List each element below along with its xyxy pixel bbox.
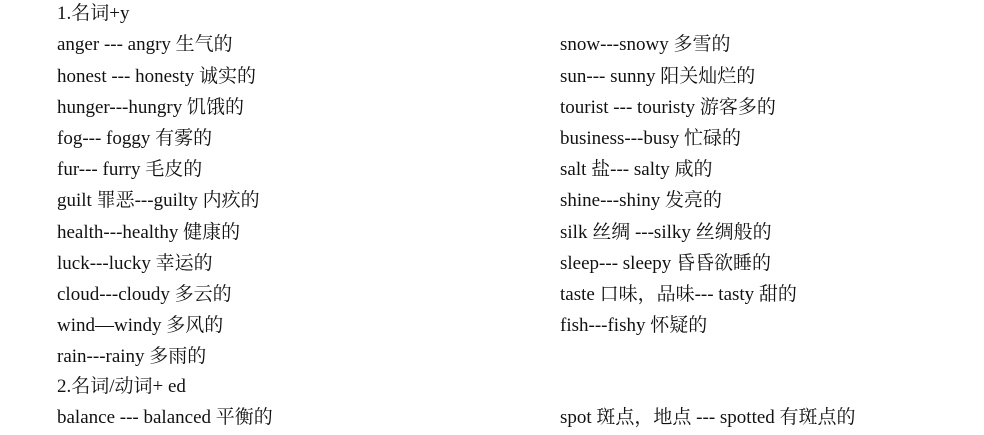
- word-entry: sun--- sunny 阳关灿烂的: [560, 66, 756, 87]
- word-entry: sleep--- sleepy 昏昏欲睡的: [560, 253, 772, 274]
- section-1-heading: 1.名词+y: [57, 3, 130, 24]
- word-entry: cloud---cloudy 多云的: [57, 284, 232, 305]
- word-entry: honest --- honesty 诚实的: [57, 66, 256, 87]
- word-entry: luck---lucky 幸运的: [57, 253, 213, 274]
- word-entry: fur--- furry 毛皮的: [57, 159, 203, 180]
- word-entry: balance --- balanced 平衡的: [57, 407, 273, 428]
- word-entry: hunger---hungry 饥饿的: [57, 97, 244, 118]
- word-entry: taste 口味，品味--- tasty 甜的: [560, 284, 797, 305]
- word-entry: rain---rainy 多雨的: [57, 346, 207, 367]
- word-entry: shine---shiny 发亮的: [560, 190, 723, 211]
- word-entry: wind—windy 多风的: [57, 315, 224, 336]
- word-entry: spot 斑点，地点 --- spotted 有斑点的: [560, 407, 856, 428]
- word-entry: snow---snowy 多雪的: [560, 34, 731, 55]
- word-entry: tourist --- touristy 游客多的: [560, 97, 776, 118]
- word-entry: health---healthy 健康的: [57, 222, 241, 243]
- word-entry: fog--- foggy 有雾的: [57, 128, 213, 149]
- section-2-heading: 2.名词/动词+ ed: [57, 376, 186, 397]
- word-entry: silk 丝绸 ---silky 丝绸般的: [560, 222, 772, 243]
- word-entry: anger --- angry 生气的: [57, 34, 233, 55]
- word-entry: salt 盐--- salty 咸的: [560, 159, 713, 180]
- word-entry: fish---fishy 怀疑的: [560, 315, 708, 336]
- word-entry: business---busy 忙碌的: [560, 128, 742, 149]
- word-entry: guilt 罪恶---guilty 内疚的: [57, 190, 260, 211]
